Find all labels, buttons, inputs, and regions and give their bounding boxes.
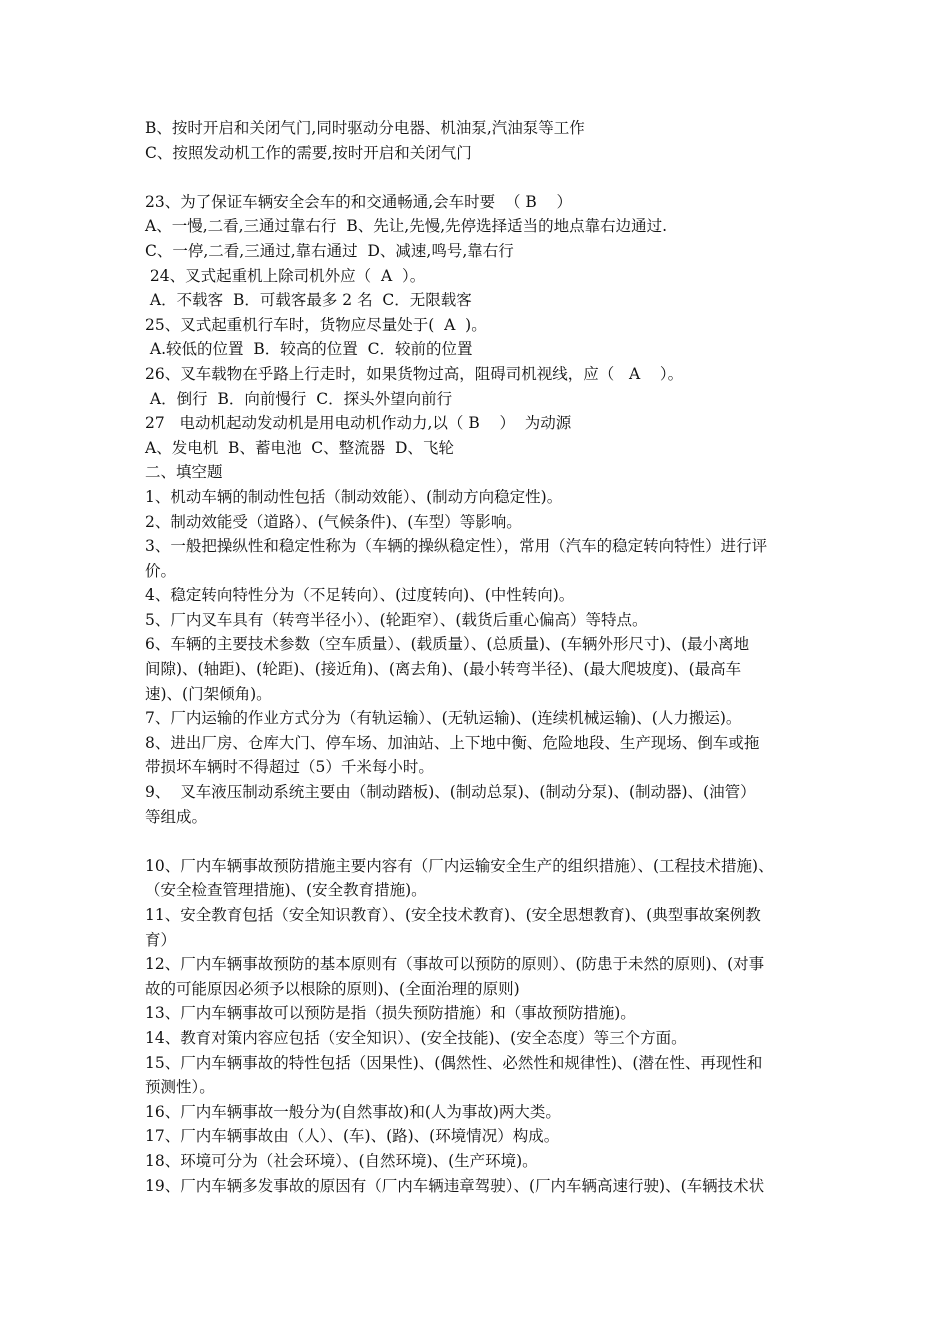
text-line: 预测性）。: [145, 1078, 215, 1097]
text-line: 等组成。: [145, 807, 208, 826]
text-line: 价。: [145, 561, 177, 580]
text-line: B、按时开启和关闭气门,同时驱动分电器、机油泵,汽油泵等工作: [145, 119, 585, 137]
blank-line: [145, 829, 810, 854]
text-line: 间隙)、(轴距)、(轮距)、(接近角)、(离去角)、(最小转弯半径)、(最大爬坡度)、(最高车: [145, 660, 742, 679]
question-23: 23、为了保证车辆安全会车的和交通畅通,会车时要 （ B ）: [145, 192, 573, 211]
text-line: 育）: [145, 930, 177, 949]
text-line: 速)、(门架倾角)。: [145, 684, 272, 703]
question-26: 26、叉车载物在乎路上行走时，如果货物过高，阻碍司机视线，应（ A ）。: [145, 364, 684, 383]
fill-item-14: 14、教育对策内容应包括（安全知识）、(安全技能)、(安全态度）等三个方面。: [145, 1028, 687, 1047]
question-25: 25、叉式起重机行车时，货物应尽量处于( A )。: [145, 315, 487, 334]
fill-item-5: 5、厂内叉车具有（转弯半径小）、(轮距窄）、(载货后重心偏高）等特点。: [145, 610, 648, 629]
fill-item-16: 16、厂内车辆事故一般分为(自然事故)和(人为事故)两大类。: [145, 1102, 561, 1121]
fill-item-13: 13、厂内车辆事故可以预防是指（损失预防措施）和（事故预防措施)。: [145, 1004, 636, 1023]
text-line: A．不载客 B．可载客最多 2 名 C．无限载客: [145, 291, 472, 310]
fill-item-7: 7、厂内运输的作业方式分为（有轨运输）、(无轨运输)、(连续机械运输)、(人力搬运)。: [145, 709, 742, 728]
text-line: C、一停,二看,三通过,靠右通过 D、减速,鸣号,靠右行: [145, 241, 514, 260]
fill-item-2: 2、制动效能受（道路）、(气候条件)、(车型）等影响。: [145, 512, 522, 531]
fill-item-4: 4、稳定转向特性分为（不足转向）、(过度转向)、(中性转向)。: [145, 586, 575, 605]
fill-item-3: 3、一般把操纵性和稳定性称为（车辆的操纵稳定性），常用（汽车的稳定转向特性）进行评: [145, 537, 768, 556]
fill-item-10: 10、厂内车辆事故预防措施主要内容有（厂内运输安全生产的组织措施）、(工程技术措施)、: [145, 856, 774, 875]
text-line: C、按照发动机工作的需要,按时开启和关闭气门: [145, 143, 472, 162]
question-27: 27 电动机起动发动机是用电动机作动力,以（ B ） 为动源: [145, 414, 572, 433]
question-24: 24、叉式起重机上除司机外应（ A ）。: [145, 266, 426, 285]
fill-item-19: 19、厂内车辆多发事故的原因有（厂内车辆违章驾驶）、(厂内车辆高速行驶)、(车辆技术状: [145, 1176, 765, 1195]
fill-item-15: 15、厂内车辆事故的特性包括（因果性)、(偶然性、必然性和规律性)、(潜在性、再现性和: [145, 1053, 763, 1072]
fill-item-12: 12、厂内车辆事故预防的基本原则有（事故可以预防的原则）、(防患于未然的原则)、(对事: [145, 955, 765, 974]
fill-item-11: 11、安全教育包括（安全知识教育）、(安全技术教育)、(安全思想教育)、(典型事故案例教: [145, 906, 761, 924]
section-heading: 二、填空题: [145, 463, 223, 482]
blank-line: [145, 165, 810, 190]
text-line: A．倒行 B．向前慢行 C．探头外望向前行: [145, 389, 453, 408]
text-line: A、发电机 B、蓄电池 C、整流器 D、飞轮: [145, 438, 454, 457]
fill-item-18: 18、环境可分为（社会环境）、(自然环境)、(生产环境)。: [145, 1151, 538, 1170]
document-page: [145, 116, 810, 1198]
text-line: A.较低的位置 B．较高的位置 C．较前的位置: [145, 340, 473, 359]
text-line: 带损坏车辆时不得超过（5）千米每小时。: [145, 758, 434, 777]
fill-item-17: 17、厂内车辆事故由（人）、(车)、(路)、(环境情况）构成。: [145, 1127, 560, 1146]
fill-item-8: 8、进出厂房、仓库大门、停车场、加油站、上下地中衡、危险地段、生产现场、倒车或拖: [145, 733, 760, 752]
text-line: （安全检查管理措施)、(安全教育措施)。: [145, 881, 427, 900]
fill-item-9: 9、 叉车液压制动系统主要由（制动踏板)、(制动总泵)、(制动分泵)、(制动器)、(油管）: [145, 783, 756, 802]
fill-item-6: 6、车辆的主要技术参数（空车质量）、(载质量）、(总质量)、(车辆外形尺寸)、(最小离地: [145, 635, 750, 654]
text-line: 故的可能原因必须予以根除的原则)、(全面治理的原则): [145, 979, 520, 998]
text-line: A、一慢,二看,三通过靠右行 B、先让,先慢,先停选择适当的地点靠右边通过.: [145, 217, 668, 236]
fill-item-1: 1、机动车辆的制动性包括（制动效能）、(制动方向稳定性)。: [145, 487, 563, 506]
